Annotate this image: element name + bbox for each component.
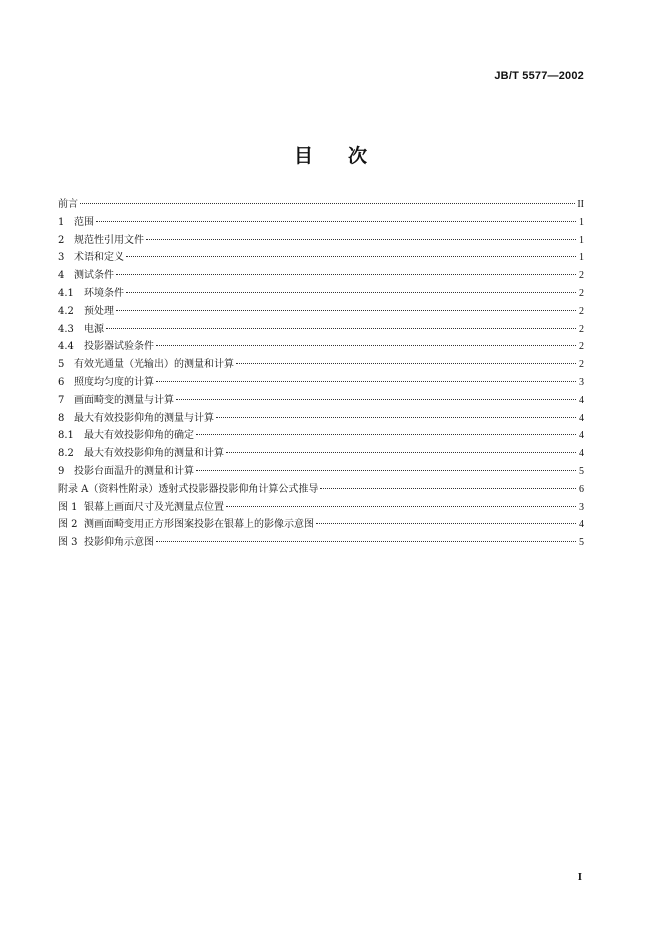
dot-leader	[116, 310, 576, 311]
toc-entry	[58, 303, 584, 321]
toc-entry-page: 4	[579, 448, 584, 460]
toc-entry-page: 1	[579, 216, 584, 228]
dot-leader	[196, 434, 576, 435]
toc-entry-page: 1	[579, 234, 584, 246]
toc-entry-label: 有效光通量（光输出）的测量和计算	[74, 359, 234, 371]
toc-entry-number: 7	[58, 394, 65, 406]
toc-entry	[58, 267, 584, 285]
toc-entry-page: 2	[579, 359, 584, 371]
toc-entry	[58, 410, 584, 428]
page-number: I	[577, 871, 582, 883]
toc-entry	[58, 285, 584, 303]
toc-entry	[58, 321, 584, 339]
toc-entry-label: 范围	[74, 216, 94, 228]
toc-entry-page: 4	[579, 519, 584, 531]
toc-entry-page: 4	[579, 430, 584, 442]
dot-leader	[236, 363, 576, 364]
dot-leader	[156, 381, 576, 382]
toc-entry-label: 测画面畸变用正方形图案投影在银幕上的影像示意图	[84, 519, 314, 531]
dot-leader	[156, 541, 576, 542]
toc-entry-number: 4.2	[58, 305, 74, 317]
toc-entry	[58, 463, 584, 481]
toc-entry-label: 银幕上画面尺寸及光测量点位置	[84, 501, 224, 513]
dot-leader	[196, 470, 576, 471]
toc-entry	[58, 392, 584, 410]
toc-entry	[58, 196, 584, 214]
toc-entry-number: 4.4	[58, 341, 74, 353]
toc-entry	[58, 232, 584, 250]
toc-entry-label: 最大有效投影仰角的确定	[84, 430, 194, 442]
dot-leader	[106, 328, 576, 329]
toc-entry-page: 6	[579, 483, 584, 495]
toc-entry-number: 图 1	[58, 501, 78, 513]
toc-entry-label: 投影仰角示意图	[84, 537, 154, 549]
toc-entry-page: 2	[579, 305, 584, 317]
toc-entry-label: 投影器试验条件	[84, 341, 154, 353]
toc-entry-page: 5	[579, 537, 584, 549]
toc-entry	[58, 516, 584, 534]
toc-entry	[58, 445, 584, 463]
title-char-1: 目	[293, 145, 314, 167]
dot-leader	[116, 274, 576, 275]
toc-entry-page: 2	[579, 270, 584, 282]
toc-entry-number: 2	[58, 234, 65, 246]
toc-entry-number: 3	[58, 252, 65, 264]
toc-entry-number: 8.1	[58, 430, 74, 442]
dot-leader	[126, 292, 576, 293]
toc-entry-page: 4	[579, 412, 584, 424]
toc-entry-number: 图 2	[58, 519, 78, 531]
toc-entry-label: 画面畸变的测量与计算	[74, 394, 174, 406]
toc-entry-page: 3	[579, 501, 584, 513]
toc-entry-label: 术语和定义	[74, 252, 124, 264]
toc-entry-page: II	[577, 199, 584, 210]
toc-entry-page: 4	[579, 394, 584, 406]
toc-entry-number: 8.2	[58, 448, 74, 460]
toc-entry-number: 9	[58, 465, 65, 477]
toc-entry-page: 3	[579, 376, 584, 388]
dot-leader	[146, 239, 576, 240]
toc-entry	[58, 481, 584, 499]
toc-entry-label: 预处理	[84, 305, 114, 317]
toc-entry	[58, 338, 584, 356]
toc-entry-page: 2	[579, 323, 584, 335]
toc-entry-label: 规范性引用文件	[74, 234, 144, 246]
toc-entry-number: 4.1	[58, 287, 74, 299]
dot-leader	[126, 256, 576, 257]
dot-leader	[226, 506, 576, 507]
toc-entry-page: 2	[579, 341, 584, 353]
toc-entry-page: 1	[579, 252, 584, 264]
toc-entry-number: 8	[58, 412, 65, 424]
dot-leader	[156, 345, 576, 346]
toc-entry	[58, 374, 584, 392]
dot-leader	[176, 399, 576, 400]
toc-entry-label: 电源	[84, 323, 104, 335]
toc-entry-label: 前言	[58, 199, 78, 210]
dot-leader	[226, 452, 576, 453]
standard-code: JB/T 5577—2002	[494, 70, 584, 82]
toc-entry-page: 5	[579, 465, 584, 477]
dot-leader	[320, 488, 576, 489]
toc-entry	[58, 214, 584, 232]
toc-entry-label: 投影台面温升的测量和计算	[74, 465, 194, 477]
toc-entry-label: 测试条件	[74, 270, 114, 282]
title-char-2: 次	[348, 145, 369, 167]
toc-entry-number: 图 3	[58, 537, 78, 549]
toc-entry-number: 4.3	[58, 323, 74, 335]
table-of-contents	[58, 196, 584, 552]
toc-entry-label: 最大有效投影仰角的测量与计算	[74, 412, 214, 424]
toc-entry	[58, 499, 584, 517]
toc-entry-label: 环境条件	[84, 287, 124, 299]
toc-entry-page: 2	[579, 287, 584, 299]
dot-leader	[96, 221, 576, 222]
toc-entry-number: 1	[58, 216, 65, 228]
page-title	[0, 141, 662, 168]
dot-leader	[216, 417, 576, 418]
toc-entry-number: 6	[58, 376, 65, 388]
toc-entry-number: 4	[58, 270, 65, 282]
toc-entry-label: 附录 A（资料性附录）透射式投影器投影仰角计算公式推导	[58, 483, 319, 495]
toc-entry-label: 照度均匀度的计算	[74, 376, 154, 388]
toc-entry	[58, 356, 584, 374]
dot-leader	[80, 203, 575, 204]
toc-entry	[58, 534, 584, 552]
toc-entry	[58, 427, 584, 445]
toc-entry	[58, 249, 584, 267]
dot-leader	[316, 523, 576, 524]
toc-entry-number: 5	[58, 359, 65, 371]
toc-entry-label: 最大有效投影仰角的测量和计算	[84, 448, 224, 460]
